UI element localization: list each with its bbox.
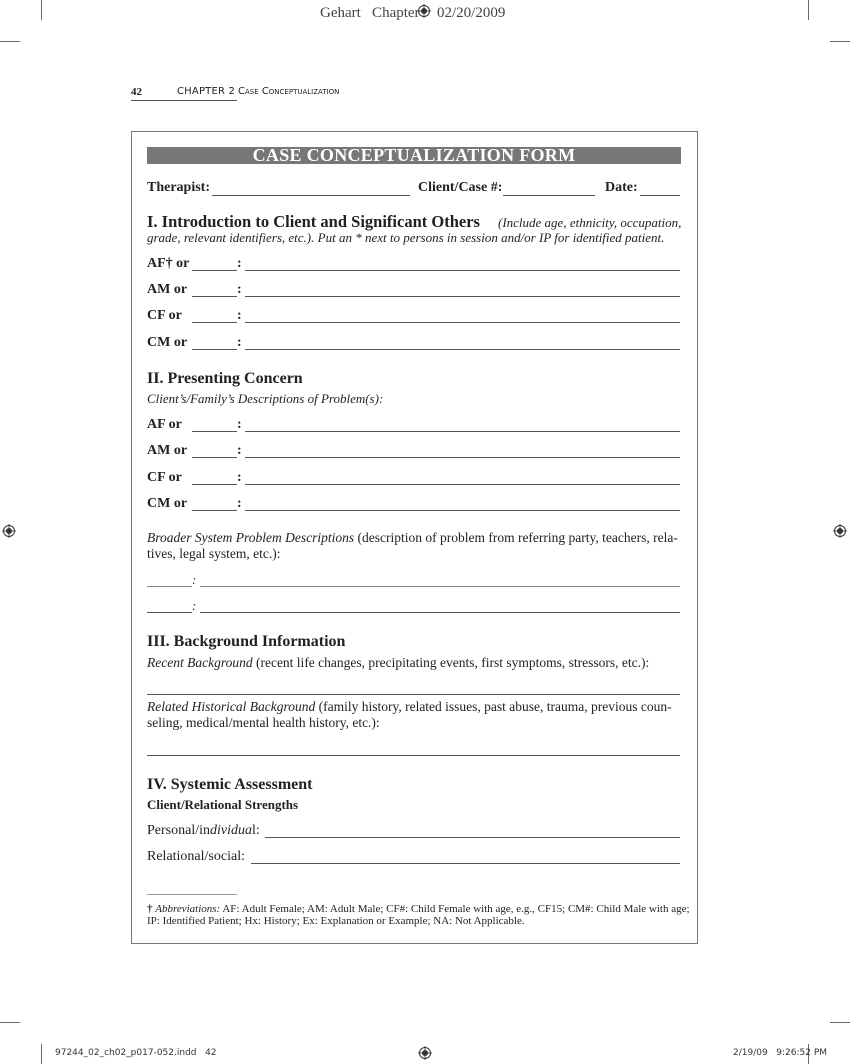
- related-history-italic: Related Historical Background: [147, 699, 316, 714]
- colon: :: [237, 282, 242, 297]
- crop-mark: [0, 1022, 20, 1023]
- running-head-chapter: CHAPTER 2: [177, 86, 236, 97]
- date-field[interactable]: [640, 195, 680, 196]
- date-label: Date:: [605, 180, 638, 195]
- footnote-rule: [147, 894, 237, 895]
- sec1-cm-desc-field[interactable]: [245, 349, 680, 350]
- therapist-field[interactable]: [212, 195, 410, 196]
- registration-mark-icon: [833, 524, 847, 538]
- sec2-am-desc-field[interactable]: [245, 457, 680, 458]
- sec2-af-desc-field[interactable]: [245, 431, 680, 432]
- relational-label: Relational/social:: [147, 849, 245, 864]
- personal-label-b: dividua: [210, 823, 252, 838]
- colon: :: [192, 572, 197, 587]
- running-head-section: Case Conceptualization: [238, 86, 340, 97]
- colon: :: [192, 598, 197, 613]
- crop-mark: [0, 41, 20, 42]
- section-2-subheading: Client’s/Family’s Descriptions of Problem(s):: [147, 391, 384, 406]
- sec1-am-name-field[interactable]: [192, 296, 237, 297]
- sec2-row-am: AM or: [147, 443, 188, 458]
- running-head-rule: [131, 100, 237, 101]
- colon: :: [237, 470, 242, 485]
- sec1-am-desc-field[interactable]: [245, 296, 680, 297]
- slug-date: 02/20/2009: [437, 5, 506, 21]
- crop-mark: [808, 0, 809, 20]
- related-history-prompt: [147, 699, 672, 715]
- sec2-am-name-field[interactable]: [192, 457, 237, 458]
- crop-mark: [830, 1022, 850, 1023]
- related-history-prompt-2: seling, medical/mental health history, etc.):: [147, 715, 380, 730]
- section-2-heading: II. Presenting Concern: [147, 370, 303, 387]
- form-title: CASE CONCEPTUALIZATION FORM: [252, 145, 576, 165]
- footnote-text: AF: Adult Female; AM: Adult Male; CF#: Child Female with age, e.g., CF15; CM#: Child Male with age;: [220, 903, 690, 915]
- colon: :: [237, 308, 242, 323]
- sec1-cm-name-field[interactable]: [192, 349, 237, 350]
- colon: :: [237, 256, 242, 271]
- personal-label: [147, 823, 260, 839]
- sec1-cf-name-field[interactable]: [192, 322, 237, 323]
- footnote-line-2: IP: Identified Patient; Hx: History; Ex: Explanation or Example; NA: Not Applicable.: [147, 915, 525, 927]
- broader-system-prompt: [147, 530, 687, 546]
- sec1-row-am: AM or: [147, 282, 188, 297]
- sec2-cm-desc-field[interactable]: [245, 510, 680, 511]
- footnote-line-1: [147, 903, 690, 915]
- recent-background-italic: Recent Background: [147, 655, 253, 670]
- recent-background-rest: (recent life changes, precipitating events, first symptoms, stressors, etc.):: [252, 655, 650, 670]
- registration-mark-icon: [418, 1046, 432, 1060]
- section-1-heading: I. Introduction to Client and Significant Others: [147, 212, 480, 231]
- sec1-row-cf: CF or: [147, 308, 182, 323]
- broader-system-rest: (description of problem from referring party, teachers, rela-: [354, 530, 678, 545]
- recent-background-prompt: [147, 655, 649, 671]
- recent-background-field[interactable]: [147, 694, 680, 695]
- sec2-row-cf: CF or: [147, 470, 182, 485]
- broader-1-name-field[interactable]: [147, 586, 192, 587]
- dagger-symbol: †: [147, 903, 153, 915]
- personal-strengths-field[interactable]: [265, 837, 680, 838]
- footnote-label: Abbreviations:: [155, 903, 221, 915]
- client-case-field[interactable]: [503, 195, 595, 196]
- colon: :: [237, 417, 242, 432]
- broader-system-prompt-2: tives, legal system, etc.):: [147, 546, 281, 561]
- broader-system-italic: Broader System Problem Descriptions: [147, 530, 355, 545]
- sec1-af-name-field[interactable]: [192, 270, 237, 271]
- registration-mark-icon: [2, 524, 16, 538]
- footer-timestamp: 2/19/09 9:26:52 PM: [733, 1048, 828, 1058]
- section-1-note-2: grade, relevant identifiers, etc.). Put an * next to persons in session and/or IP for identified patient.: [147, 230, 665, 245]
- personal-label-a: Personal/in: [147, 823, 210, 838]
- broader-1-desc-field[interactable]: [200, 586, 680, 587]
- sec1-af-desc-field[interactable]: [245, 270, 680, 271]
- personal-label-c: l:: [252, 823, 260, 838]
- broader-2-name-field[interactable]: [147, 612, 192, 613]
- sec2-af-name-field[interactable]: [192, 431, 237, 432]
- related-history-field[interactable]: [147, 755, 680, 756]
- crop-mark: [41, 0, 42, 20]
- sec2-cf-name-field[interactable]: [192, 484, 237, 485]
- therapist-label: Therapist:: [147, 180, 210, 195]
- footer-file: 97244_02_ch02_p017-052.indd 42: [55, 1048, 217, 1058]
- colon: :: [237, 443, 242, 458]
- section-3-heading: III. Background Information: [147, 633, 346, 650]
- page-number: 42: [131, 86, 142, 98]
- sec2-row-cm: CM or: [147, 496, 188, 511]
- section-1-note: (Include age, ethnicity, occupation,: [498, 215, 682, 230]
- sec2-cm-name-field[interactable]: [192, 510, 237, 511]
- sec2-row-af: AF or: [147, 417, 182, 432]
- client-case-label: Client/Case #:: [418, 180, 503, 195]
- crop-mark: [830, 41, 850, 42]
- strengths-subheading: Client/Relational Strengths: [147, 797, 299, 812]
- sec1-row-af: AF† or: [147, 256, 190, 271]
- colon: :: [237, 335, 242, 350]
- related-history-rest: (family history, related issues, past abuse, trauma, previous coun-: [315, 699, 672, 714]
- sec1-row-cm: CM or: [147, 335, 188, 350]
- slug-header: Gehart Chapter: [320, 5, 420, 21]
- relational-strengths-field[interactable]: [251, 863, 680, 864]
- broader-2-desc-field[interactable]: [200, 612, 680, 613]
- crop-mark: [41, 1044, 42, 1064]
- sec2-cf-desc-field[interactable]: [245, 484, 680, 485]
- colon: :: [237, 496, 242, 511]
- section-4-heading: IV. Systemic Assessment: [147, 776, 313, 793]
- sec1-cf-desc-field[interactable]: [245, 322, 680, 323]
